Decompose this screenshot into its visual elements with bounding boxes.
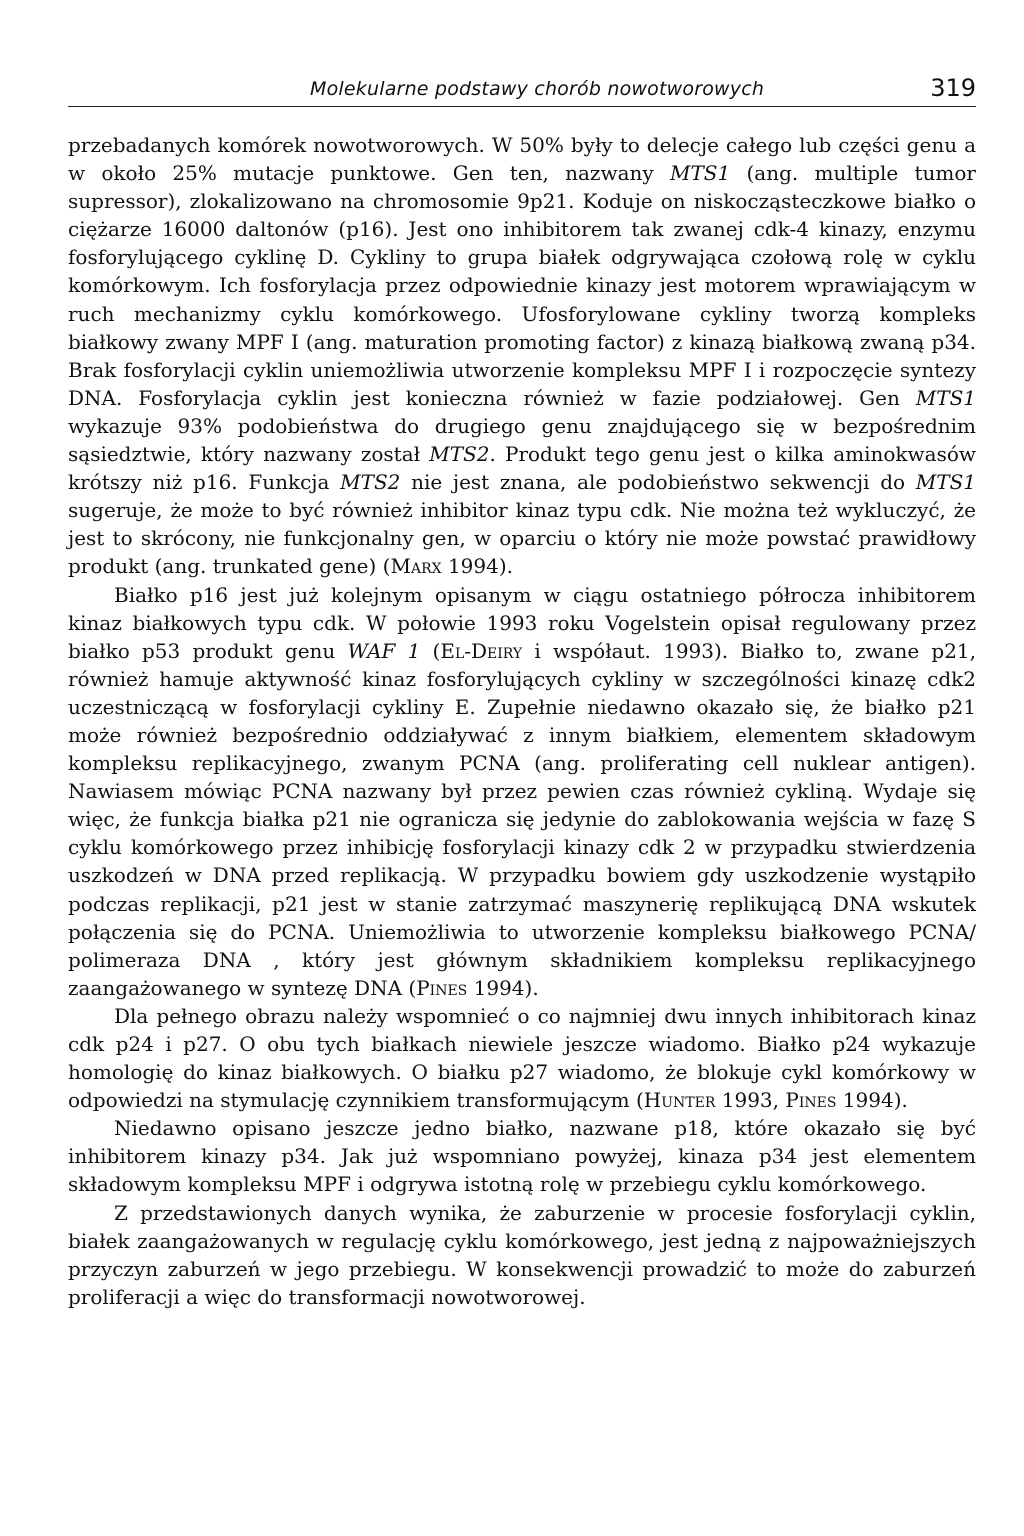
paragraph — [68, 1114, 976, 1198]
italic-term: MTS1 — [915, 470, 977, 495]
text-run: i współaut. 1993). Białko to, zwane p21, również hamuje aktywność kinaz fosforylujących cykliny w szczególności kinazę cdk2 uczestniczącą w fosforylacji cykliny E. Zupełnie niedawno okazało się, że białko p21 może również bezpośrednio oddziaływać z innym białkiem, elementem składowym kompleksu replikacyjnego, zwanym PCNA (ang. proliferating cell nuklear antigen). Nawiasem mówiąc PCNA nazwany był przez pewien czas również cykliną. Wydaje się więc, że funkcja białka p21 nie ogranicza się jedynie do zablokowania wejścia w fazę S cyklu komórkowego przez inhibicję fosforylacji kinazy cdk 2 w przypadku stwierdzenia uszkodzeń w DNA przed replikacją. W przypadku bowiem gdy uszkodzenie wystąpiło podczas replikacji, p21 jest w stanie zatrzymać maszynerię replikującą DNA wskutek połączenia się do PCNA. Uniemożliwia to utworzenie kompleksu białkowego PCNA/ polimeraza DNA , który jest głównym składnikiem kompleksu replikacyjnego zaangażowanego w syntezę DNA ( — [68, 638, 977, 1000]
body-text — [68, 131, 976, 1311]
text-run: 1994). — [836, 1088, 908, 1113]
paragraph — [68, 131, 976, 581]
text-run: przebadanych komórek nowotworowych. W 50% były to delecje całego lub części genu a w około 25% mutacje punktowe. Gen ten, nazwany — [68, 133, 976, 186]
author-citation: Marx — [390, 554, 442, 579]
text-run: nie jest znana, ale podobieństwo sekwencji do — [400, 470, 916, 495]
author-citation: Pines — [785, 1088, 837, 1113]
text-run: sugeruje, że może to być również inhibitor kinaz typu cdk. Nie można też wykluczyć, że jest to skrócony, nie funkcjonalny gen, w oparciu o który nie może powstać prawidłowy produkt (ang. trunkated gene) ( — [68, 498, 976, 579]
paragraph — [68, 581, 976, 1002]
author-citation: Hunter — [643, 1088, 716, 1113]
text-run: Białko p16 jest już kolejnym opisanym w ciągu ostatniego półrocza inhibitorem kinaz białkowych typu cdk. W połowie 1993 roku Vogelstein opisał regulowany przez białko p53 produkt genu — [68, 582, 976, 663]
text-run: wykazuje 93% podobieństwa do drugiego genu znajdującego się w bezpośrednim sąsiedztwie, który nazwany został — [68, 413, 976, 467]
italic-term: MTS2 — [429, 442, 490, 467]
text-run: . Produkt tego genu jest o kilka aminokwasów krótszy niż p16. Funkcja — [68, 442, 976, 495]
text-run: Niedawno opisano jeszcze jedno białko, nazwane p18, które okazało się być inhibitorem kinazy p34. Jak już wspomniano powyżej, kinaza p34 jest elementem składowym kompleksu MPF i odgrywa istotną rolę w przebiegu cyklu komórkowego. — [68, 1116, 976, 1197]
paragraph — [68, 1199, 976, 1311]
text-run: 1993, — [715, 1088, 786, 1113]
running-header — [68, 76, 976, 107]
text-run: Z przedstawionych danych wynika, że zaburzenie w procesie fosforylacji cyklin, białek zaangażowanych w regulację cyklu komórkowego, jest jedną z najpoważniejszych przyczyn zaburzeń w jego przebiegu. W konsekwencji prowadzić to może do zaburzeń proliferacji a więc do transformacji nowotworowej. — [68, 1200, 976, 1309]
author-citation: El-Deiry — [440, 638, 523, 663]
page-number: 319 — [930, 74, 976, 102]
italic-term: WAF 1 — [347, 638, 421, 663]
italic-term: MTS2 — [340, 470, 401, 495]
running-title: Molekularne podstawy chorób nowotworowych — [310, 78, 765, 100]
text-run: (ang. multiple tumor supressor), zlokalizowano na chromosomie 9p21. Koduje on niskocząsteczkowe białko o ciężarze 16000 daltonów (p16). Jest ono inhibitorem tak zwanej cdk-4 kinazy, enzymu fosforylującego cyklinę D. Cykliny to grupa białek odgrywająca czołową rolę w cyklu komórkowym. Ich fosforylacja przez odpowiednie kinazy jest motorem wprawiającym w ruch mechanizmy cyklu komórkowego. Ufosforylowane cykliny tworzą kompleks białkowy zwany MPF I (ang. maturation promoting factor) z kinazą białkową zwaną p34. Brak fosforylacji cyklin uniemożliwia utworzenie kompleksu MPF I i rozpoczęcie syntezy DNA. Fosforylacja cyklin jest konieczna również w fazie podziałowej. Gen — [68, 161, 976, 410]
text-run: ( — [420, 638, 441, 663]
author-citation: Pines — [416, 975, 468, 1000]
paragraph — [68, 1002, 976, 1114]
text-run: 1994). — [467, 975, 539, 1000]
text-run: Dla pełnego obrazu należy wspomnieć o co najmniej dwu innych inhibitorach kinaz cdk p24 i p27. O obu tych białkach niewiele jeszcze wiadomo. Białko p24 wykazuje homologię do kinaz białkowych. O białku p27 wiadomo, że blokuje cykl komórkowy w odpowiedzi na stymulację czynnikiem transformującym ( — [68, 1003, 976, 1113]
italic-term: MTS1 — [669, 161, 731, 186]
text-run: 1994). — [441, 554, 514, 579]
italic-term: MTS1 — [915, 385, 976, 410]
